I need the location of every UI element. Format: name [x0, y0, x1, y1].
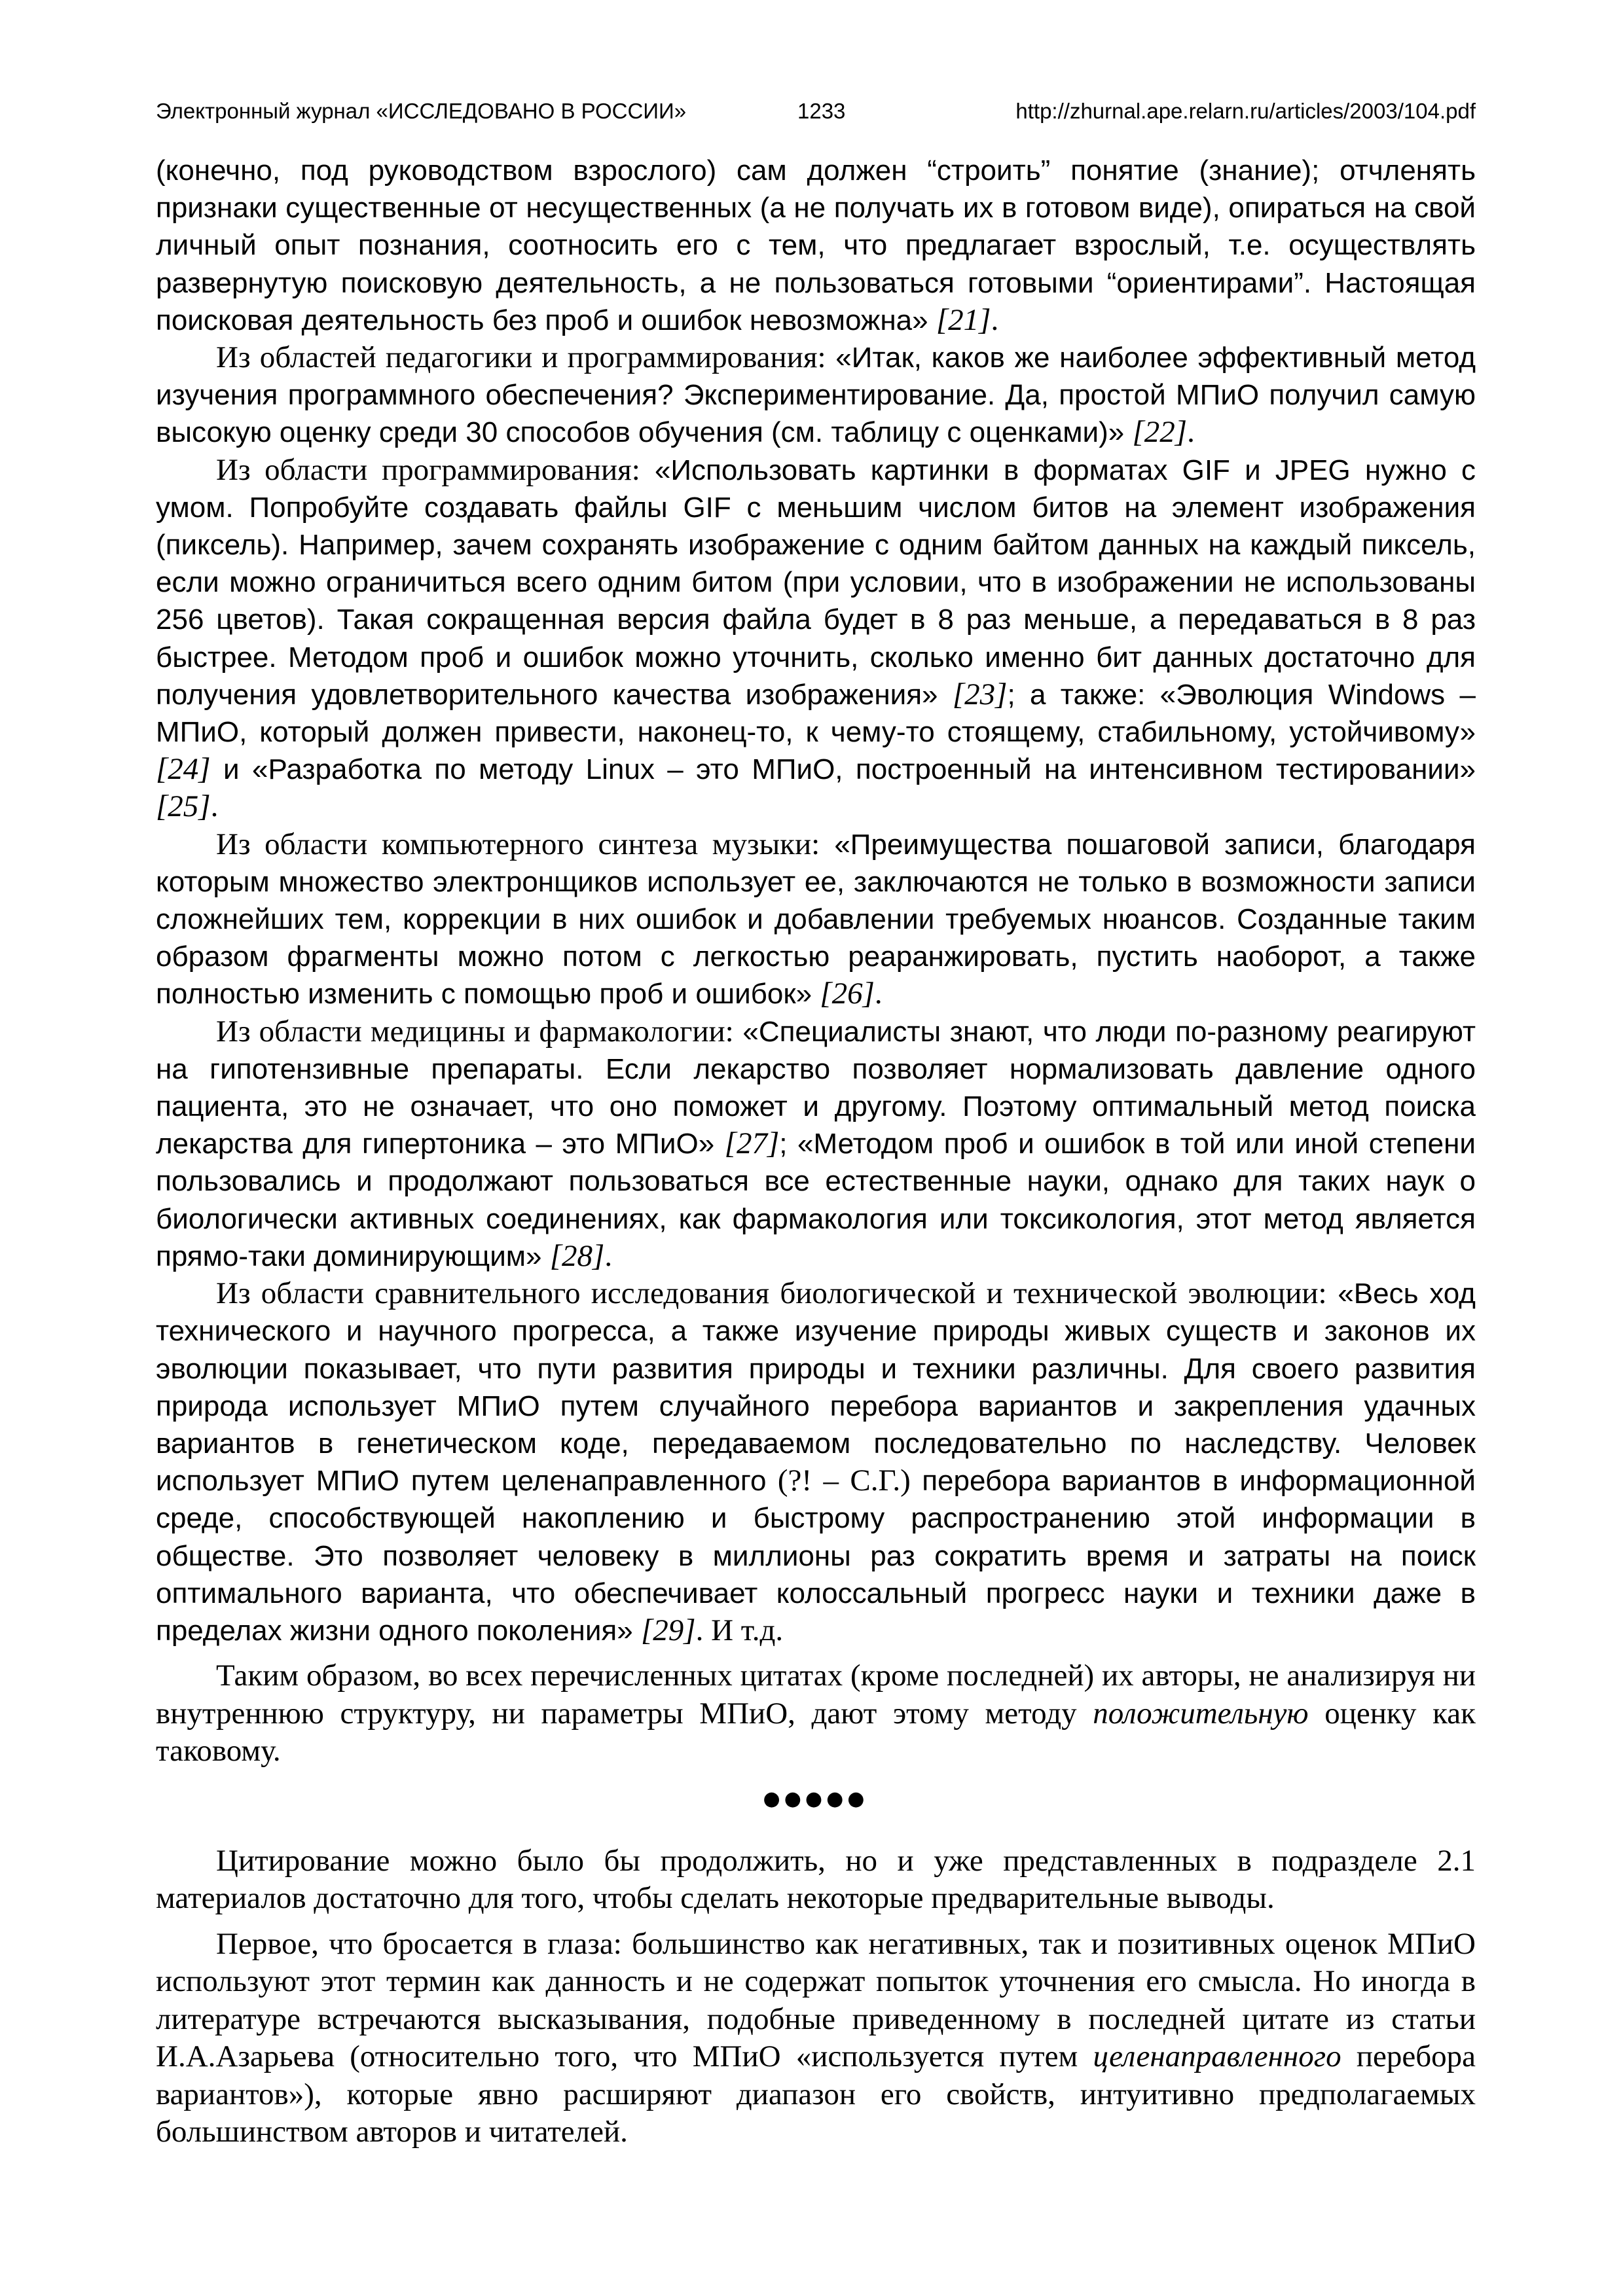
citation-26: [26]	[820, 977, 875, 1011]
paragraph-text: ; а также: «Эволюция Windows – МПиО, который должен привести, наконец-то, к чему-то стоящему, стабильному, устойчивому»	[156, 678, 1476, 749]
paragraph-text: «Итак, каков же наиболее эффективный метод изучения программного обеспечения? Экспериментирование. Да, простой МПиО получил самую высокую оценку среди 30 способов обучения (см. таблицу с оценками)»	[156, 342, 1476, 449]
spacer	[156, 1918, 1476, 1926]
paragraph-text: Таким образом, во всех перечисленных цитатах (кроме последней) их авторы, не анализируя ни внутреннюю структуру, ни параметры МПиО, дают этому методу	[156, 1659, 1476, 1731]
paragraph-text: перебора вариантов в информационной среде, способствующей накоплению и быстрому распространению этой информации в обществе. Это позволяет человеку в миллионы раз сократить время и затраты на поиск оптимального варианта, что обеспечивает колоссальный прогресс науки и техники даже в пределах жизни одного поколения»	[156, 1465, 1476, 1647]
paragraph-text: Цитирование можно было бы продолжить, но и уже представленных в подразделе 2.1 материалов достаточно для того, чтобы сделать некоторые предварительные выводы.	[156, 1843, 1476, 1916]
paragraph-lead: Из областей педагогики и программирования:	[216, 340, 826, 375]
article-url[interactable]: http://zhurnal.ape.relarn.ru/articles/2003/104.pdf	[1015, 99, 1476, 123]
paragraph-end: .	[874, 977, 883, 1011]
citation-23: [23]	[952, 677, 1008, 711]
section-separator: ●●●●●	[763, 1787, 869, 1810]
paragraph-4	[156, 826, 1476, 1013]
paragraph-text: «Использовать картинки в форматах GIF и JPEG нужно с умом. Попробуйте создавать файлы GIF с меньшим числом битов на элемент изображения (пиксель). Например, зачем сохранять изображение с одним байтом данных на каждый пиксель, если можно ограничиться всего одним битом (при условии, что в изображении не использованы 256 цветов). Такая сокращенная версия файла будет в 8 раз меньше, а передаваться в 8 раз быстрее. Методом проб и ошибок можно уточнить, сколько именно бит данных достаточно для получения удовлетворительного качества изображения»	[156, 454, 1476, 711]
author-aside: (?! – С.Г.)	[766, 1463, 922, 1498]
paragraph-text: (конечно, под руководством взрослого) сам должен “строить” понятие (знание); отчленять признаки существенные от несущественных (а не получать их в готовом виде), опираться на свой личный опыт познания, соотносить его с тем, что предлагает взрослый, т.е. осуществлять развернутую поисковую деятельность, а не пользоваться готовыми “ориентирами”. Настоящая поисковая деятельность без проб и ошибок невозможна»	[156, 154, 1476, 336]
citation-28: [28]	[549, 1238, 605, 1273]
paragraph-text: «Преимущества пошаговой записи, благодаря которым множество электронщиков использует ее, заключаются не только в возможности записи сложнейших тем, коррекции в них ошибок и добавлении требуемых нюансов. Созданные таким образом фрагменты можно потом с легкостью реаранжировать, пустить наоборот, а также полностью изменить с помощью проб и ошибок»	[156, 828, 1476, 1011]
paragraph-text: оценку как таковому.	[156, 1696, 1476, 1768]
paragraph-end: .	[1187, 415, 1195, 450]
paragraph-lead: Из области программирования:	[216, 452, 640, 487]
paragraph-text: и «Разработка по методу Linux – это МПиО, построенный на интенсивном тестировании»	[210, 753, 1476, 786]
citation-27: [27]	[724, 1126, 780, 1161]
paragraph-5	[156, 1013, 1476, 1275]
document-body	[156, 152, 1476, 2151]
paragraph-lead: Из области медицины и фармакологии:	[216, 1014, 734, 1049]
paragraph-6	[156, 1275, 1476, 1649]
paragraph-end: .	[991, 302, 999, 337]
paragraph-lead: Из области сравнительного исследования биологической и технической эволюции:	[216, 1276, 1327, 1311]
journal-title: Электронный журнал «ИССЛЕДОВАНО В РОССИИ»	[156, 99, 687, 123]
paragraph-end: .	[210, 789, 219, 824]
paragraph-text: «Специалисты знают, что люди по-разному реагируют на гипотензивные препараты. Если лекарство позволяет нормализовать давление одного пациента, это не означает, что оно поможет и другому. Поэтому оптимальный метод поиска лекарства для гипертоника – это МПиО»	[156, 1015, 1476, 1160]
paragraph-text: перебора вариантов»), которые явно расширяют диапазон его свойств, интуитивно предполагаемых большинством авторов и читателей.	[156, 2039, 1476, 2149]
paragraph-8	[156, 1842, 1476, 1918]
emphasis: положительную	[1093, 1696, 1309, 1731]
paragraph-text: «Весь ход технического и научного прогресса, а также изучение природы живых существ и законов их эволюции показывает, что пути развития природы и техники различны. Для своего развития природа использует МПиО путем случайного перебора вариантов и закрепления удачных вариантов в генетическом коде, передаваемом последовательно по наследству. Человек использует МПиО путем целенаправленного	[156, 1278, 1476, 1498]
emphasis: целенаправленного	[1093, 2039, 1341, 2074]
citation-21: [21]	[936, 302, 991, 337]
paragraph-end: .	[604, 1238, 613, 1273]
paragraph-7	[156, 1657, 1476, 1770]
citation-24: [24]	[156, 752, 211, 787]
paragraph-9	[156, 1926, 1476, 2151]
paragraph-text: Первое, что бросается в глаза: большинство как негативных, так и позитивных оценок МПиО используют этот термин как данность и не содержат попыток уточнения его смысла. Но иногда в литературе встречаются высказывания, подобные приведенному в последней цитате из статьи И.А.Азарьева (относительно того, что МПиО «используется путем	[156, 1926, 1476, 2074]
citation-25: [25]	[156, 789, 211, 824]
paragraph-lead: Из области компьютерного синтеза музыки:	[216, 827, 820, 861]
paragraph-end: . И т.д.	[695, 1613, 784, 1647]
citation-29: [29]	[640, 1613, 696, 1647]
paragraph-2	[156, 339, 1476, 452]
paragraph-3	[156, 452, 1476, 826]
spacer	[156, 1649, 1476, 1657]
page-number: 1233	[797, 99, 846, 123]
running-header	[156, 92, 1476, 131]
citation-22: [22]	[1132, 415, 1188, 450]
paragraph-text: ; «Методом проб и ошибок в той или иной степени пользовались и продолжают пользоваться все естественные науки, однако для таких наук о биологически активных соединениях, как фармакология или токсикология, этот метод является прямо-таки доминирующим»	[156, 1128, 1476, 1272]
paragraph-1	[156, 152, 1476, 339]
